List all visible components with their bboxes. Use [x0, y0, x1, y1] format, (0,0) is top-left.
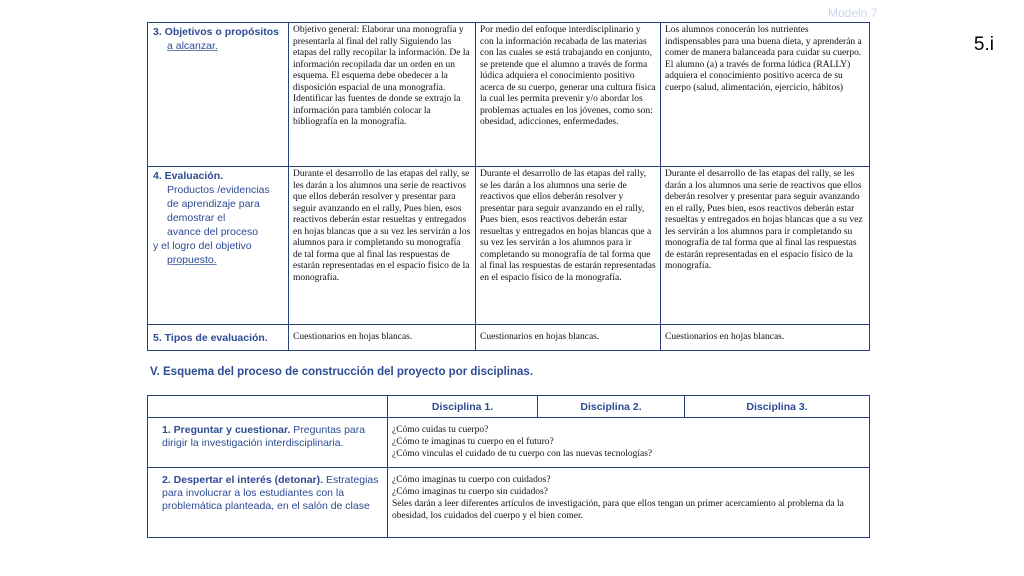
question-line: ¿Cómo vinculas el cuidado de tu cuerpo con las nuevas tecnologías?	[392, 449, 653, 459]
question-line: ¿Cómo imaginas tu cuerpo con cuidados?	[392, 475, 551, 485]
table-cell: Durante el desarrollo de las etapas del rally, se les darán a los alumnos una serie de reactivos que ellos deberán resolver y presentar para seguir avanzando en el rally, Pues bien, esos reactivos deberán estar resueltas y entregados en hojas blancas que a su vez les servirán a los alumnos para ir completando su monografía de tal forma que al final las respuestas de estarán representadas en el espacio físico de la monografía.	[289, 167, 476, 325]
column-header: Disciplina 1.	[388, 396, 538, 418]
table-header-row	[148, 396, 870, 418]
row-label-despertar	[148, 468, 388, 538]
table-row	[148, 23, 870, 167]
table-row	[148, 325, 870, 351]
page-number: 5.i	[973, 34, 994, 55]
section-heading: V. Esquema del proceso de construcción del proyecto por disciplinas.	[150, 366, 534, 378]
objectives-evaluation-table	[147, 22, 870, 351]
column-header: Disciplina 2.	[538, 396, 685, 418]
row-label-title: 4. Evaluación.	[153, 170, 224, 182]
table-cell: Objetivo general: Elaborar una monografía y presentarla al final del rally Siguiendo las etapas del rally recopilar la información. De la información recopilada dar un orden en un esquema. El esquema debe obedecer a la disposición espacial de una monografía. Identificar las fuentes de donde se extrajo la información para también colocar la bibliografía en la monografía.	[289, 23, 476, 167]
question-line: Seles darán a leer diferentes artículos de investigación, para que ellos tengan un primer acercamiento al problema da la obesidad, los cuidados del cuerpo y el bien comer.	[392, 499, 844, 521]
column-header: Disciplina 3.	[685, 396, 870, 418]
table-row	[148, 418, 870, 468]
table-cell	[388, 468, 870, 538]
table-cell: Cuestionarios en hojas blancas.	[289, 325, 476, 351]
row-label-description: Preguntas para dirigir la investigación interdisciplinaria.	[162, 424, 366, 449]
row-label-title: 1. Preguntar y cuestionar.	[162, 424, 291, 436]
row-label-line: de aprendizaje para	[167, 198, 260, 210]
question-line: ¿Cómo imaginas tu cuerpo sin cuidados?	[392, 487, 548, 497]
row-label-title: 3. Objetivos o propósitos	[153, 26, 280, 38]
row-label-line: demostrar el	[167, 212, 226, 224]
table-cell	[388, 418, 870, 468]
row-label-line: Productos /evidencias	[167, 184, 270, 196]
row-label-line: avance del proceso	[167, 226, 259, 238]
row-label-evaluacion	[148, 167, 289, 325]
table-row	[148, 468, 870, 538]
row-label-tipos	[148, 325, 289, 351]
question-line: ¿Cómo te imaginas tu cuerpo en el futuro?	[392, 437, 554, 447]
table-cell: Por medio del enfoque interdisciplinario y con la información recabada de las materias con las cuales se está trabajando en conjunto, se pretende que el alumno a través de forma lúdica adquiera el conocimiento positivo acerca de su cuerpo, generar una cultura física la cual les permita prevenir y/o abordar los problemas actuales en los jóvenes, como son: obesidad, adicciones, enfermedades.	[476, 23, 661, 167]
row-label-title: 5. Tipos de evaluación.	[153, 331, 268, 344]
faded-header-text: Modelo 7	[828, 6, 878, 20]
header-empty-cell	[148, 396, 388, 418]
row-label-description: Estrategias para involucrar a los estudiantes con la problemática planteada, en el salón de clase	[162, 474, 379, 512]
row-label-preguntar	[148, 418, 388, 468]
table-row	[148, 167, 870, 325]
table-cell: Durante el desarrollo de las etapas del rally, se les darán a los alumnos una serie de reactivos que ellos deberán resolver y presentar para seguir avanzando en el rally, Pues bien, esos reactivos deberán estar resueltas y entregados en hojas blancas que a su vez les servirán a los alumnos para ir completando su monografía de tal forma que al final las respuestas de estarán representadas en el espacio físico de la monografía.	[661, 167, 870, 325]
table-cell: Cuestionarios en hojas blancas.	[476, 325, 661, 351]
table-cell: Cuestionarios en hojas blancas.	[661, 325, 870, 351]
row-label-sub: a alcanzar.	[167, 40, 218, 52]
table-cell: Los alumnos conocerán los nutrientes indispensables para una buena dieta, y aprenderán a comer de manera balanceada para cuidar su cuerpo. El alumno (a) a través de forma lúdica (RALLY) adquiera el conocimiento positivo acerca de su cuerpo (salud, alimentación, ejercicio, hábitos)	[661, 23, 870, 167]
row-label-objetivos	[148, 23, 289, 167]
question-line: ¿Cómo cuidas tu cuerpo?	[392, 425, 489, 435]
row-label-line: y el logro del objetivo	[153, 240, 252, 252]
row-label-title: 2. Despertar el interés (detonar).	[162, 474, 324, 486]
row-label-line: propuesto.	[167, 254, 217, 266]
table-cell: Durante el desarrollo de las etapas del rally, se les darán a los alumnos una serie de reactivos que ellos deberán resolver y presentar para seguir avanzando en el rally, Pues bien, esos reactivos deberán estar resueltas y entregados en hojas blancas que a su vez les servirán a los alumnos para ir completando su monografía de tal forma que al final las respuestas de estarán representadas en el espacio físico de la monografía.	[476, 167, 661, 325]
disciplines-table	[147, 395, 870, 538]
